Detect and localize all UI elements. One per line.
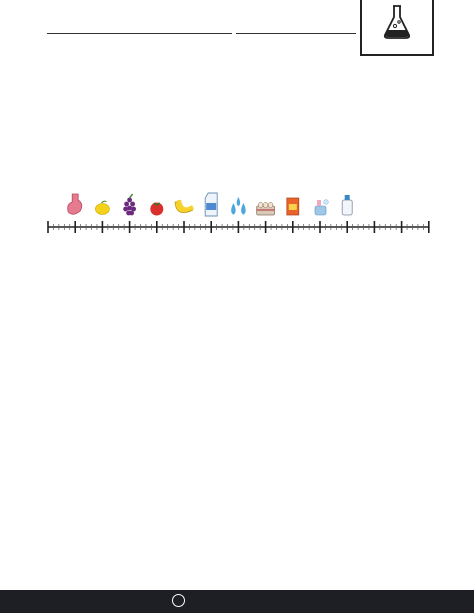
lemon-icon [95,201,109,214]
stomach-icon [68,194,82,214]
ammonia-bottle-icon [342,195,352,215]
tomato-icon [150,203,163,216]
copyright-icon [172,594,185,607]
footer-bar [0,590,474,613]
banana-icon [175,200,193,213]
ph-scale-graphic [0,0,474,250]
milk-carton-icon [205,193,217,216]
baking-soda-box-icon [287,198,299,215]
soap-icon [315,200,328,215]
egg-carton-icon [257,202,275,215]
ph-scale [0,0,474,250]
water-drop-icon [231,197,246,215]
grapes-icon [123,194,136,215]
